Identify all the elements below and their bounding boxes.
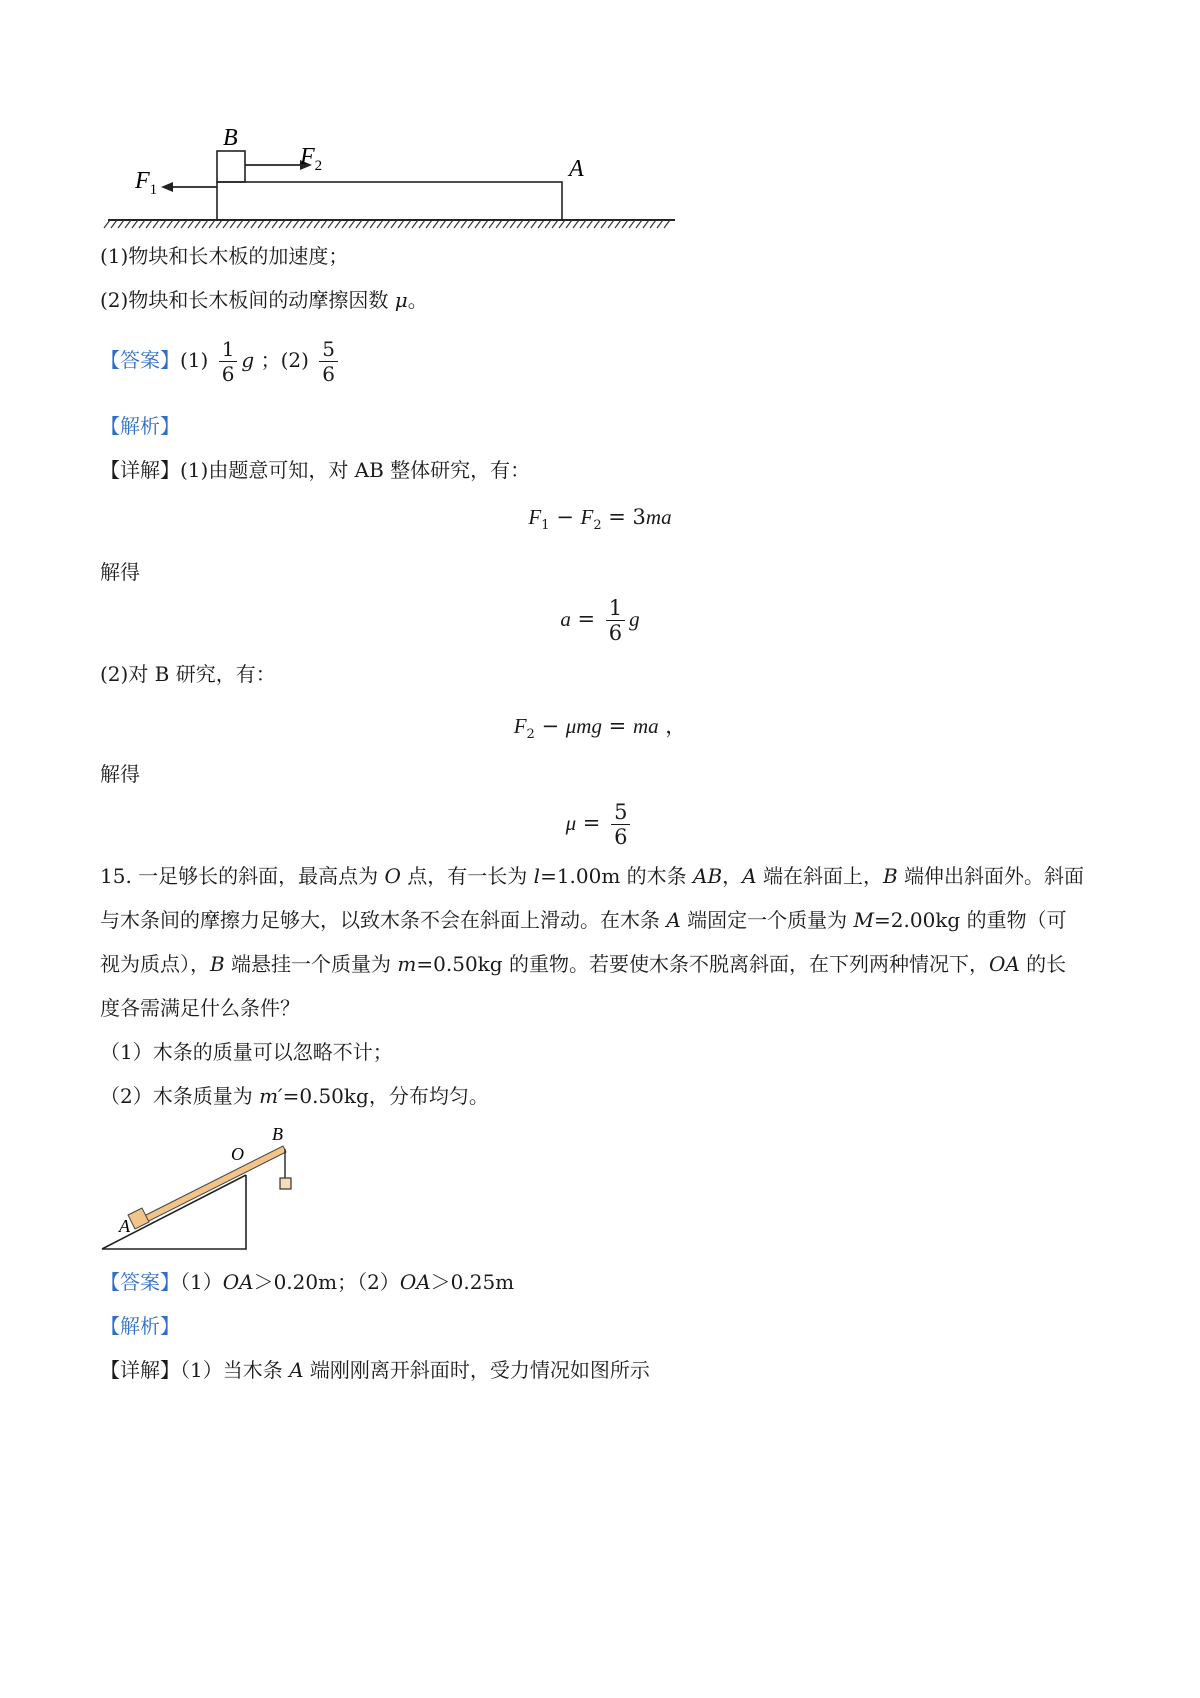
label-F2: $F_2$ [300, 144, 323, 174]
long-board-A [217, 182, 562, 220]
label-A: A [119, 1216, 130, 1236]
equation-2: a = $\frac{1}{6}$ g [560, 596, 640, 645]
analysis-tag-15: 【解析】 [100, 1314, 180, 1338]
detail-14-intro: 【详解】(1)由题意可知，对 AB 整体研究，有： [100, 458, 531, 482]
solve-label-2: 解得 [100, 762, 140, 786]
answer-14-fraction-2: $\frac{5}{6}$ [319, 337, 338, 386]
label-B: B [272, 1124, 283, 1144]
label-F1: $F_1$ [135, 168, 158, 198]
analysis-tag-14: 【解析】 [100, 414, 180, 438]
answer-14-fraction-1: $\frac{1}{6}$ [219, 337, 238, 386]
label-B: B [223, 125, 238, 151]
question-15-sub-1: （1）木条的质量可以忽略不计； [100, 1040, 393, 1064]
detail-15-intro: 【详解】（1）当木条 A 端刚刚离开斜面时，受力情况如图所示 [100, 1358, 650, 1382]
incline-board-figure [100, 1118, 320, 1258]
ground-hatching [104, 220, 670, 228]
label-A: A [569, 156, 584, 182]
incline-surface [102, 1175, 246, 1249]
equation-3: $F_2 - \mu mg$ = ma ， [513, 714, 687, 742]
block-B [217, 151, 245, 182]
equation-1: $F_1 - F_2 = 3ma$ [528, 505, 672, 533]
label-O: O [231, 1144, 244, 1164]
wooden-board-AB [134, 1146, 286, 1227]
question-15-line-2: 与木条间的摩擦力足够大，以致木条不会在斜面上滑动。在木条 A 端固定一个质量为 M=2.00kg 的重物（可 [100, 908, 1067, 932]
question-14-part-2: (2)物块和长木板间的动摩擦因数 μ。 [100, 288, 428, 312]
detail-14-part-2: (2)对 B 研究，有： [100, 662, 276, 686]
equation-4: μ = $\frac{5}{6}$ [0, 800, 1200, 849]
answer-tag: 【答案】 [100, 348, 180, 372]
question-15-line-1: 15. 一足够长的斜面，最高点为 O 点，有一长为 l=1.00m 的木条 AB，A 端在斜面上，B 端伸出斜面外。斜面 [100, 864, 1085, 888]
force-F1-arrowhead [161, 182, 173, 192]
question-15-sub-2: （2）木条质量为 m′=0.50kg，分布均匀。 [100, 1084, 489, 1108]
question-14-part-1: (1)物块和长木板的加速度； [100, 244, 349, 268]
answer-15: 【答案】（1）OA＞0.20m；（2）OA＞0.25m [100, 1270, 515, 1294]
question-15-line-3: 视为质点），B 端悬挂一个质量为 m=0.50kg 的重物。若要使木条不脱离斜面，在下列两种情况下，OA 的长 [100, 952, 1067, 976]
solve-label-1: 解得 [100, 560, 140, 584]
board-block-figure [100, 120, 680, 235]
question-15-line-4: 度各需满足什么条件？ [100, 996, 300, 1020]
mass-m-block [280, 1178, 291, 1189]
answer-14: 【答案】(1) $\frac{1}{6}$ g ；(2) $\frac{5}{6}$ [100, 335, 342, 386]
